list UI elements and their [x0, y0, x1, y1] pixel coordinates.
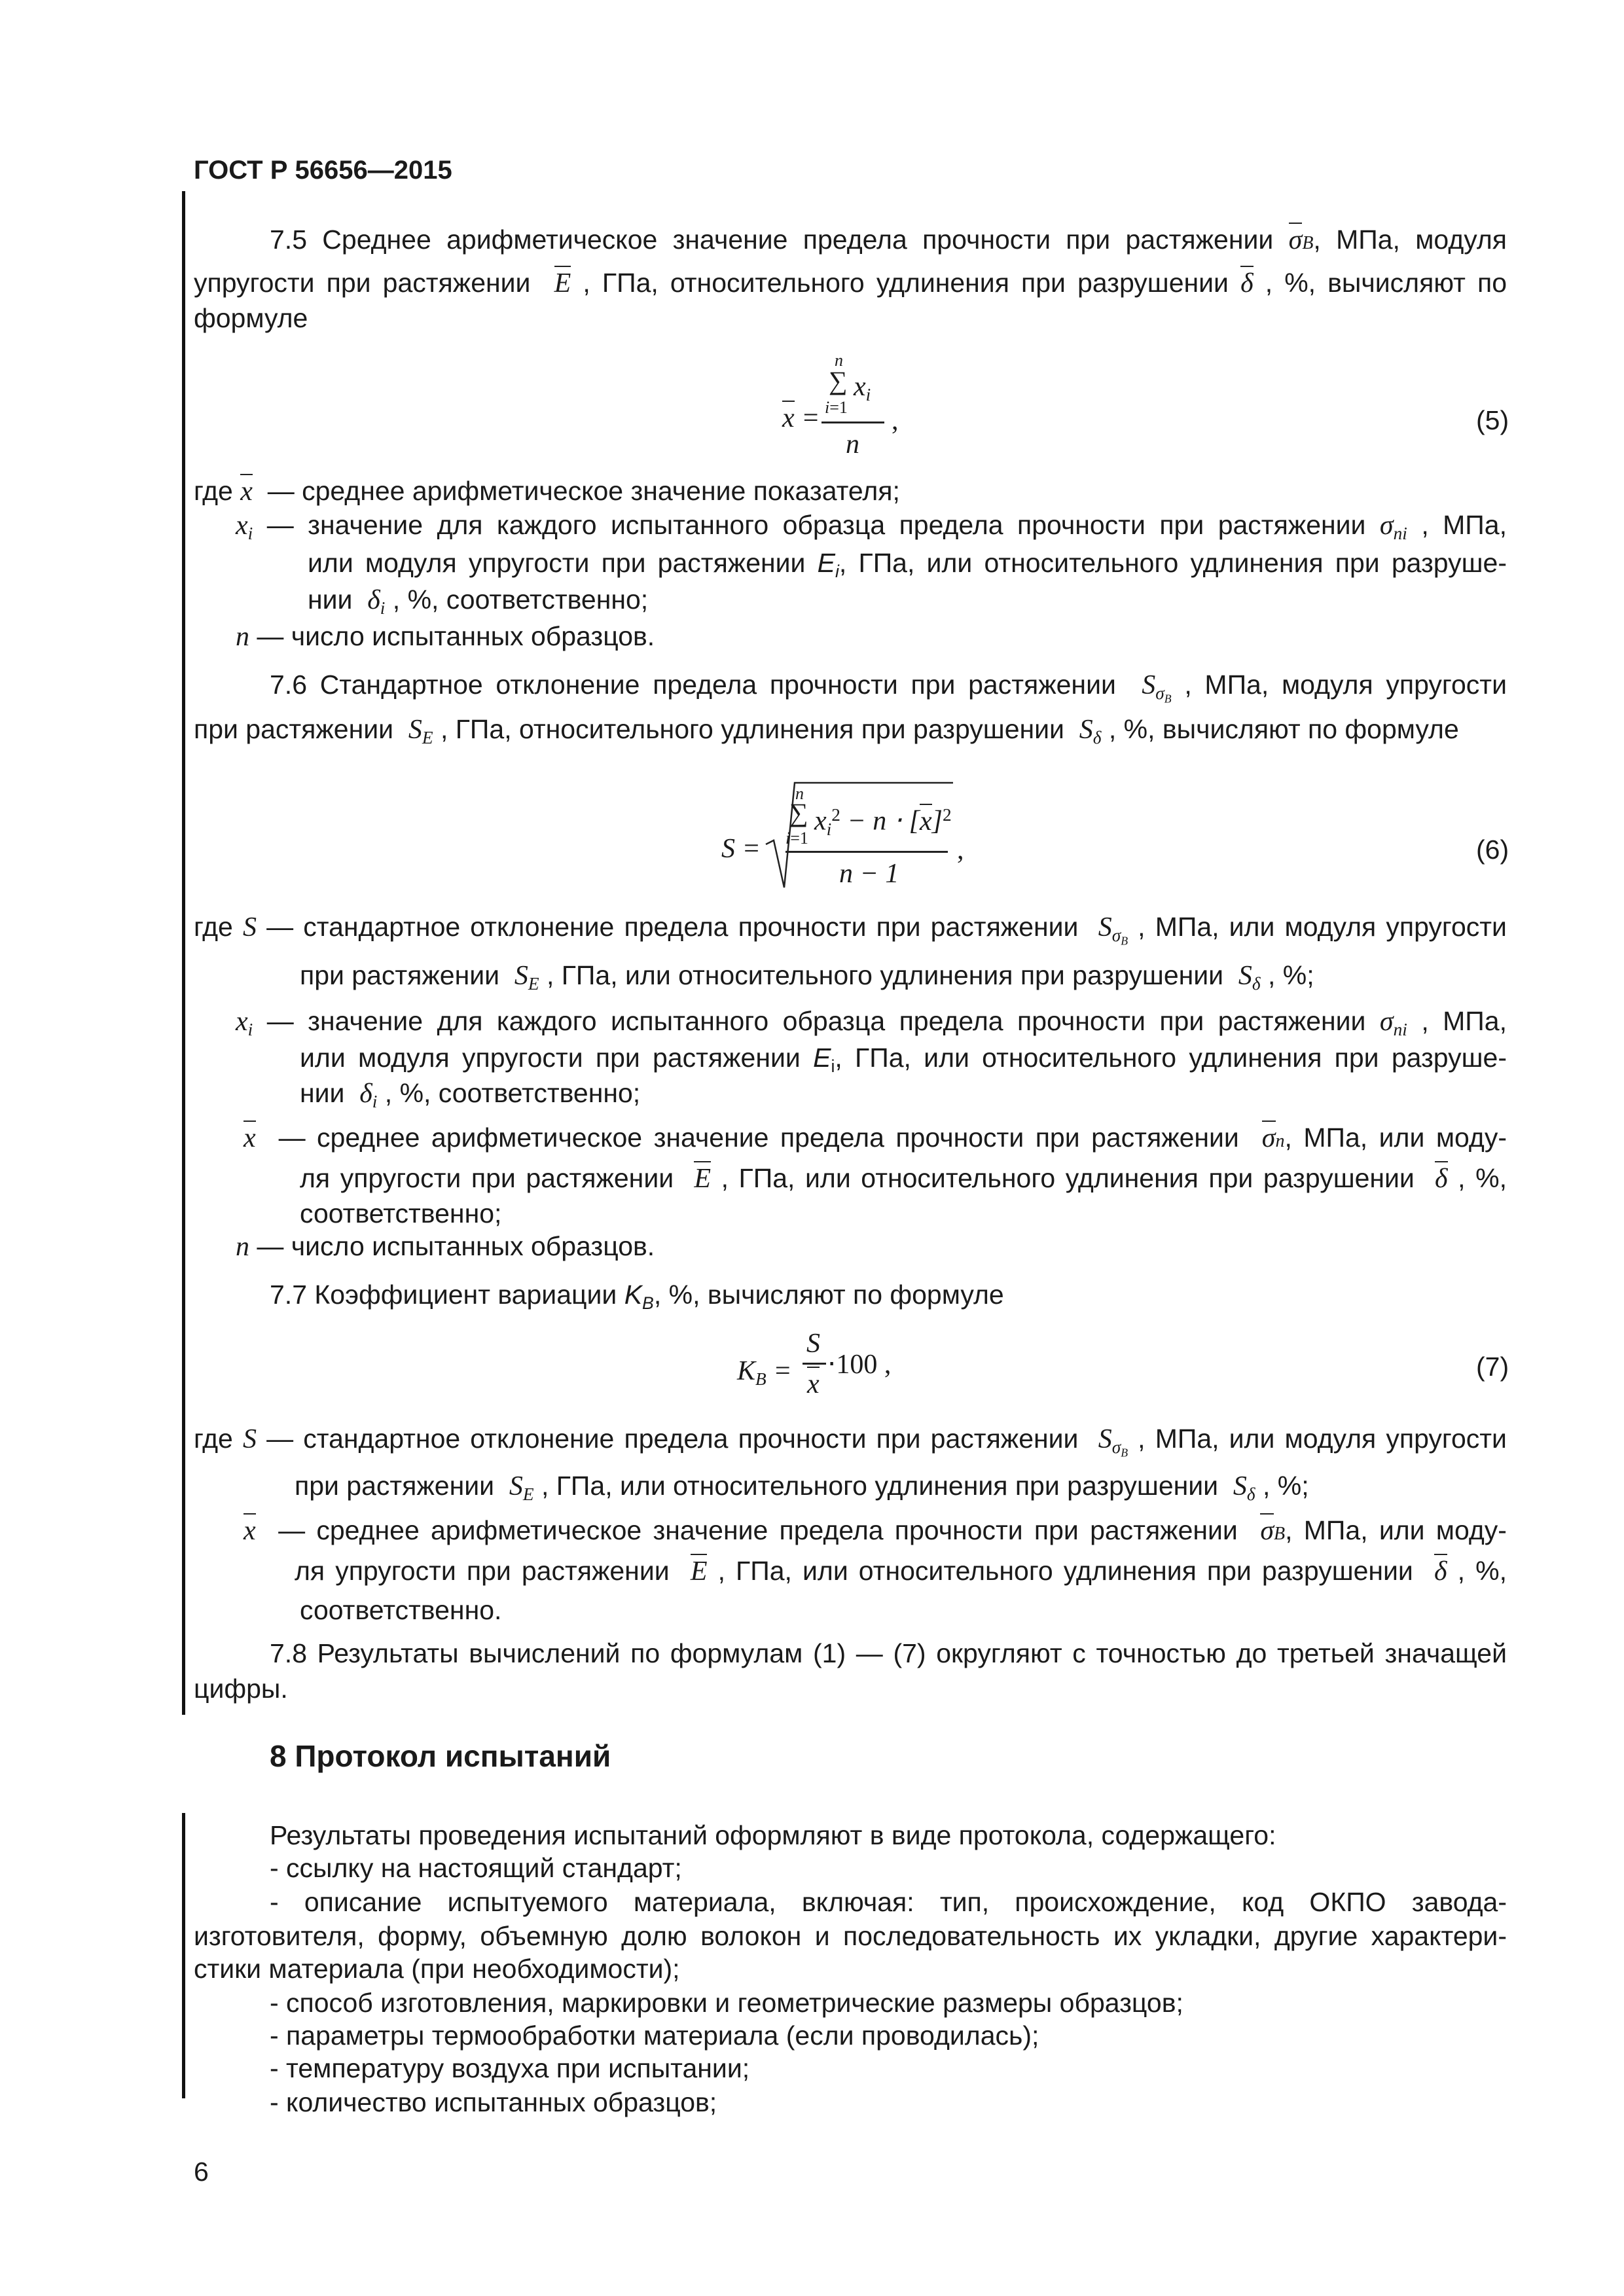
- section-8-item-3: - способ изготовления, маркировки и геометрические размеры образцов;: [270, 1988, 1183, 2018]
- p7-5-line3: формуле: [194, 303, 308, 333]
- p7-5-line1: 7.5 Среднее арифметическое значение предела прочности при растяжении σB, МПа, модуля: [270, 226, 1507, 254]
- page-number: 6: [194, 2157, 209, 2187]
- section-8-intro: Результаты проведения испытаний оформляют в виде протокола, содержащего:: [270, 1820, 1276, 1850]
- p7-5-where-xbar: где x — среднее арифметическое значение показателя;: [194, 478, 900, 505]
- eq-number-7: (7): [1476, 1352, 1509, 1382]
- p7-6-where-s-1: где S — стандартное отклонение предела прочности при растяжении $S_{\sigma_B}$ , МПа, или модуля упругости: [194, 912, 1507, 948]
- change-bar-top: [182, 191, 185, 1715]
- p7-5-where-n: n — число испытанных образцов.: [236, 621, 655, 652]
- p7-8-line2: цифры.: [194, 1674, 288, 1704]
- p7-6-where-xi-2: или модуля упругости при растяжении $E_i$, ГПа, или относительного удлинения при разруше-: [300, 1043, 1507, 1076]
- p7-6-where-xi-1: $x_i$ — значение для каждого испытанного образца предела прочности при растяжении $\sigma_{ni}$ , МПа,: [236, 1006, 1507, 1040]
- p7-7-where-xbar-3: соответственно.: [300, 1595, 502, 1625]
- p7-6-where-xbar-1: x — среднее арифметическое значение предела прочности при растяжении σn, МПа, или моду-: [244, 1124, 1507, 1152]
- p7-6-where-xbar-2: ля упругости при растяжении E , ГПа, или относительного удлинения при разрушении δ , %,: [300, 1165, 1507, 1193]
- p7-7-where-xbar-1: x — среднее арифметическое значение предела прочности при растяжении σB, МПа, или моду-: [244, 1517, 1507, 1545]
- section-8-item-5: - температуру воздуха при испытании;: [270, 2053, 750, 2083]
- p7-6-where-s-2: при растяжении $S_E$ , ГПа, или относительного удлинения при разрушении $S_\delta$ , %;: [300, 960, 1314, 994]
- section-8-item-4: - параметры термообработки материала (если проводилась);: [270, 2020, 1039, 2051]
- section-8-item-2-line2: изготовителя, форму, объемную долю волокон и последовательность их укладки, другие характери-: [194, 1921, 1507, 1951]
- p7-7-where-s-1: где S — стандартное отклонение предела прочности при растяжении $S_{\sigma_B}$ , МПа, или модуля упругости: [194, 1424, 1507, 1460]
- p7-5-where-xi-3: нии $\delta_i$ , %, соответственно;: [308, 584, 649, 619]
- p7-5-line2: упругости при растяжении E , ГПа, относительного удлинения при разрушении δ , %, вычисляют по: [194, 270, 1507, 297]
- p7-7-where-s-2: при растяжении $S_E$ , ГПа, или относительного удлинения при разрушении $S_\delta$ , %;: [295, 1471, 1309, 1505]
- section-8-item-1: - ссылку на настоящий стандарт;: [270, 1853, 682, 1883]
- section-8-item-6: - количество испытанных образцов;: [270, 2087, 717, 2117]
- p7-7-where-xbar-2: ля упругости при растяжении E , ГПа, или относительного удлинения при разрушении δ , %,: [295, 1558, 1507, 1585]
- section-8-item-2-line1: - описание испытуемого материала, включая: тип, происхождение, код ОКПО завода-: [270, 1887, 1507, 1917]
- p7-6-line2: при растяжении $S_E$ , ГПа, относительного удлинения при разрушении $S_\delta$ , %, вычисляют по формуле: [194, 714, 1459, 748]
- p7-5-where-xi-1: $x_i$ — значение для каждого испытанного образца предела прочности при растяжении $\sigma_{ni}$ , МПа,: [236, 510, 1507, 544]
- p7-6-line1: 7.6 Стандартное отклонение предела прочности при растяжении $S_{\sigma_B}$ , МПа, модуля упругости: [270, 670, 1507, 706]
- p7-6-where-n: n — число испытанных образцов.: [236, 1231, 655, 1262]
- section-8-title: 8 Протокол испытаний: [270, 1739, 611, 1773]
- p7-8-line1: 7.8 Результаты вычислений по формулам (1) — (7) округляют с точностью до третьей значащей: [270, 1638, 1507, 1668]
- p7-6-where-xbar-3: соответственно;: [300, 1198, 502, 1229]
- change-bar-bottom: [182, 1813, 185, 2098]
- p7-6-where-xi-3: нии $\delta_i$ , %, соответственно;: [300, 1078, 641, 1112]
- section-8-item-2-line3: стики материала (при необходимости);: [194, 1954, 680, 1984]
- p7-5-where-xi-2: или модуля упругости при растяжении $E_i$, ГПа, или относительного удлинения при разруше-: [308, 548, 1507, 581]
- p7-7-line1: 7.7 Коэффициент вариации $K_B$, %, вычисляют по формуле: [270, 1280, 1004, 1313]
- document-header: ГОСТ Р 56656—2015: [194, 156, 452, 185]
- eq-number-6: (6): [1476, 834, 1509, 865]
- eq-number-5: (5): [1476, 405, 1509, 435]
